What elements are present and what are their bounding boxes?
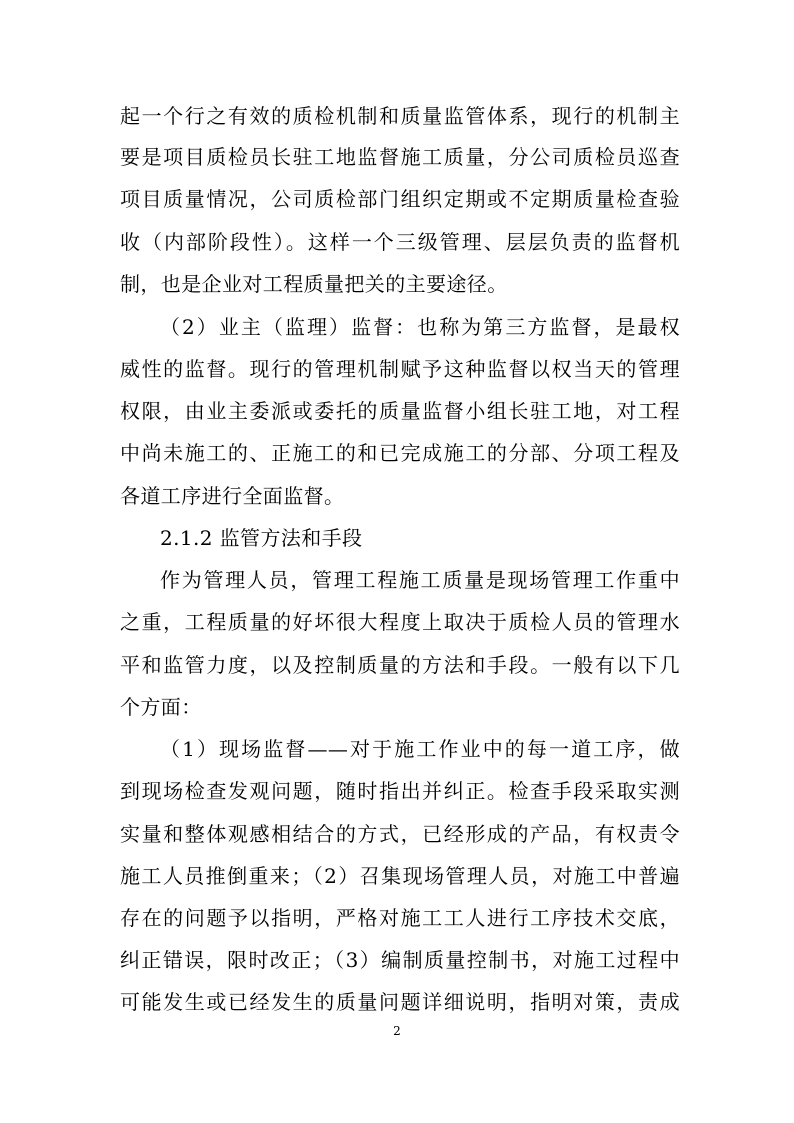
body-text-line: 制，也是企业对工程质量把关的主要途径。 (120, 272, 508, 296)
body-text-line: 起一个行之有效的质检机制和质量监管体系，现行的机制主 (120, 104, 680, 128)
page-number: 2 (393, 1024, 401, 1038)
body-text-line: 平和监管力度，以及控制质量的方法和手段。一般有以下几 (120, 653, 680, 677)
body-text-line: 可能发生或已经发生的质量问题详细说明，指明对策，责成 (120, 990, 680, 1014)
body-text-line: 作为管理人员，管理工程施工质量是现场管理工作重中 (160, 568, 680, 592)
section-heading: 2.1.2 监管方法和手段 (160, 526, 363, 550)
body-text-line: 要是项目质检员长驻工地监督施工质量，分公司质检员巡查 (120, 145, 680, 169)
body-text-line: 到现场检查发观问题，随时指出并纠正。检查手段采取实测 (120, 779, 680, 803)
body-text-line: 实量和整体观感相结合的方式，已经形成的产品，有权责令 (120, 822, 680, 846)
body-text-line: 中尚未施工的、正施工的和已完成施工的分部、分项工程及 (120, 441, 680, 465)
body-text-line: 存在的问题予以指明，严格对施工工人进行工序技术交底， (120, 906, 680, 930)
body-text-line: 施工人员推倒重来；（2）召集现场管理人员，对施工中普遍 (120, 864, 680, 888)
body-text-line: （1）现场监督——对于施工作业中的每一道工序，做 (160, 737, 680, 761)
body-text-line: 纠正错误，限时改正；（3）编制质量控制书，对施工过程中 (120, 948, 680, 972)
body-text-line: 之重，工程质量的好坏很大程度上取决于质检人员的管理水 (120, 610, 680, 634)
body-text-line: 各道工序进行全面监督。 (120, 484, 345, 508)
body-text-line: 项目质量情况，公司质检部门组织定期或不定期质量检查验 (120, 187, 680, 211)
body-text-line: 权限，由业主委派或委托的质量监督小组长驻工地，对工程 (120, 399, 680, 423)
body-text-line: 威性的监督。现行的管理机制赋予这种监督以权当天的管理 (120, 357, 680, 381)
body-text-line: 个方面： (120, 695, 202, 719)
body-text-line: 收（内部阶段性）。这样一个三级管理、层层负责的监督机 (120, 230, 680, 254)
body-text-line: （2）业主（监理）监督：也称为第三方监督，是最权 (160, 315, 680, 339)
